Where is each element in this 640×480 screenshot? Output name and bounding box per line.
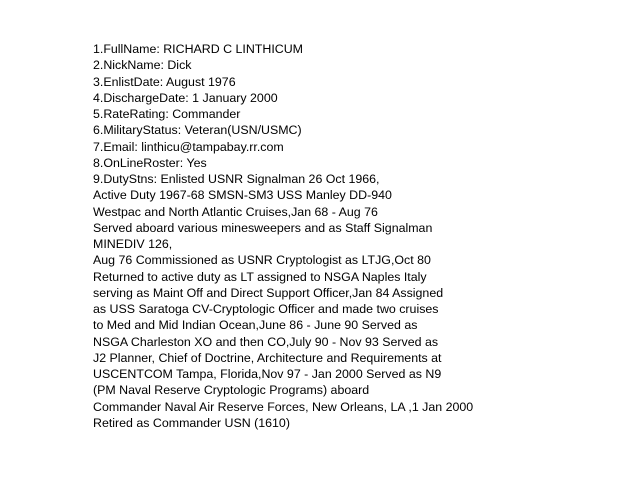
duty-stations-line: 9.DutyStns: Enlisted USNR Signalman 26 Oct 1966, [93, 172, 380, 186]
enlist-date-line: 3.EnlistDate: August 1976 [93, 74, 236, 89]
online-roster-line: 8.OnLineRoster: Yes [93, 155, 207, 170]
duty-stations-line: Active Duty 1967-68 SMSN-SM3 USS Manley DD-940 [93, 188, 392, 203]
duty-stations-line: Commander Naval Air Reserve Forces, New Orleans, LA ,1 Jan 2000 [93, 399, 474, 414]
duty-stations-line: Westpac and North Atlantic Cruises,Jan 68 - Aug 76 [93, 204, 378, 219]
full-name-line: 1.FullName: RICHARD C LINTHICUM [93, 42, 303, 56]
duty-stations-line: USCENTCOM Tampa, Florida,Nov 97 - Jan 2000 Served as N9 [93, 367, 442, 381]
duty-stations-line: J2 Planner, Chief of Doctrine, Architecture and Requirements at [93, 350, 442, 365]
duty-stations-line: MINEDIV 126, [93, 237, 173, 251]
discharge-date-line: 4.DischargeDate: 1 January 2000 [93, 90, 278, 105]
duty-stations-line: Returned to active duty as LT assigned to NSGA Naples Italy [93, 269, 427, 284]
email-line: 7.Email: linthicu@tampabay.rr.com [93, 139, 284, 154]
duty-stations-line: Retired as Commander USN (1610) [93, 415, 290, 430]
duty-stations-line: to Med and Mid Indian Ocean,June 86 - June 90 Served as [93, 318, 418, 333]
service-record [93, 41, 613, 431]
duty-stations-line: Aug 76 Commissioned as USNR Cryptologist as LTJG,Oct 80 [93, 253, 431, 268]
nick-name-line: 2.NickName: Dick [93, 58, 192, 73]
rate-rating-line: 5.RateRating: Commander [93, 107, 241, 121]
duty-stations-line: as USS Saratoga CV-Cryptologic Officer and made two cruises [93, 302, 439, 316]
military-status-line: 6.MilitaryStatus: Veteran(USN/USMC) [93, 123, 302, 138]
duty-stations-line: Served aboard various minesweepers and as Staff Signalman [93, 220, 433, 235]
duty-stations-line: serving as Maint Off and Direct Support Officer,Jan 84 Assigned [93, 285, 444, 300]
duty-stations-line: (PM Naval Reserve Cryptologic Programs) aboard [93, 383, 370, 398]
duty-stations-line: NSGA Charleston XO and then CO,July 90 - Nov 93 Served as [93, 334, 439, 349]
